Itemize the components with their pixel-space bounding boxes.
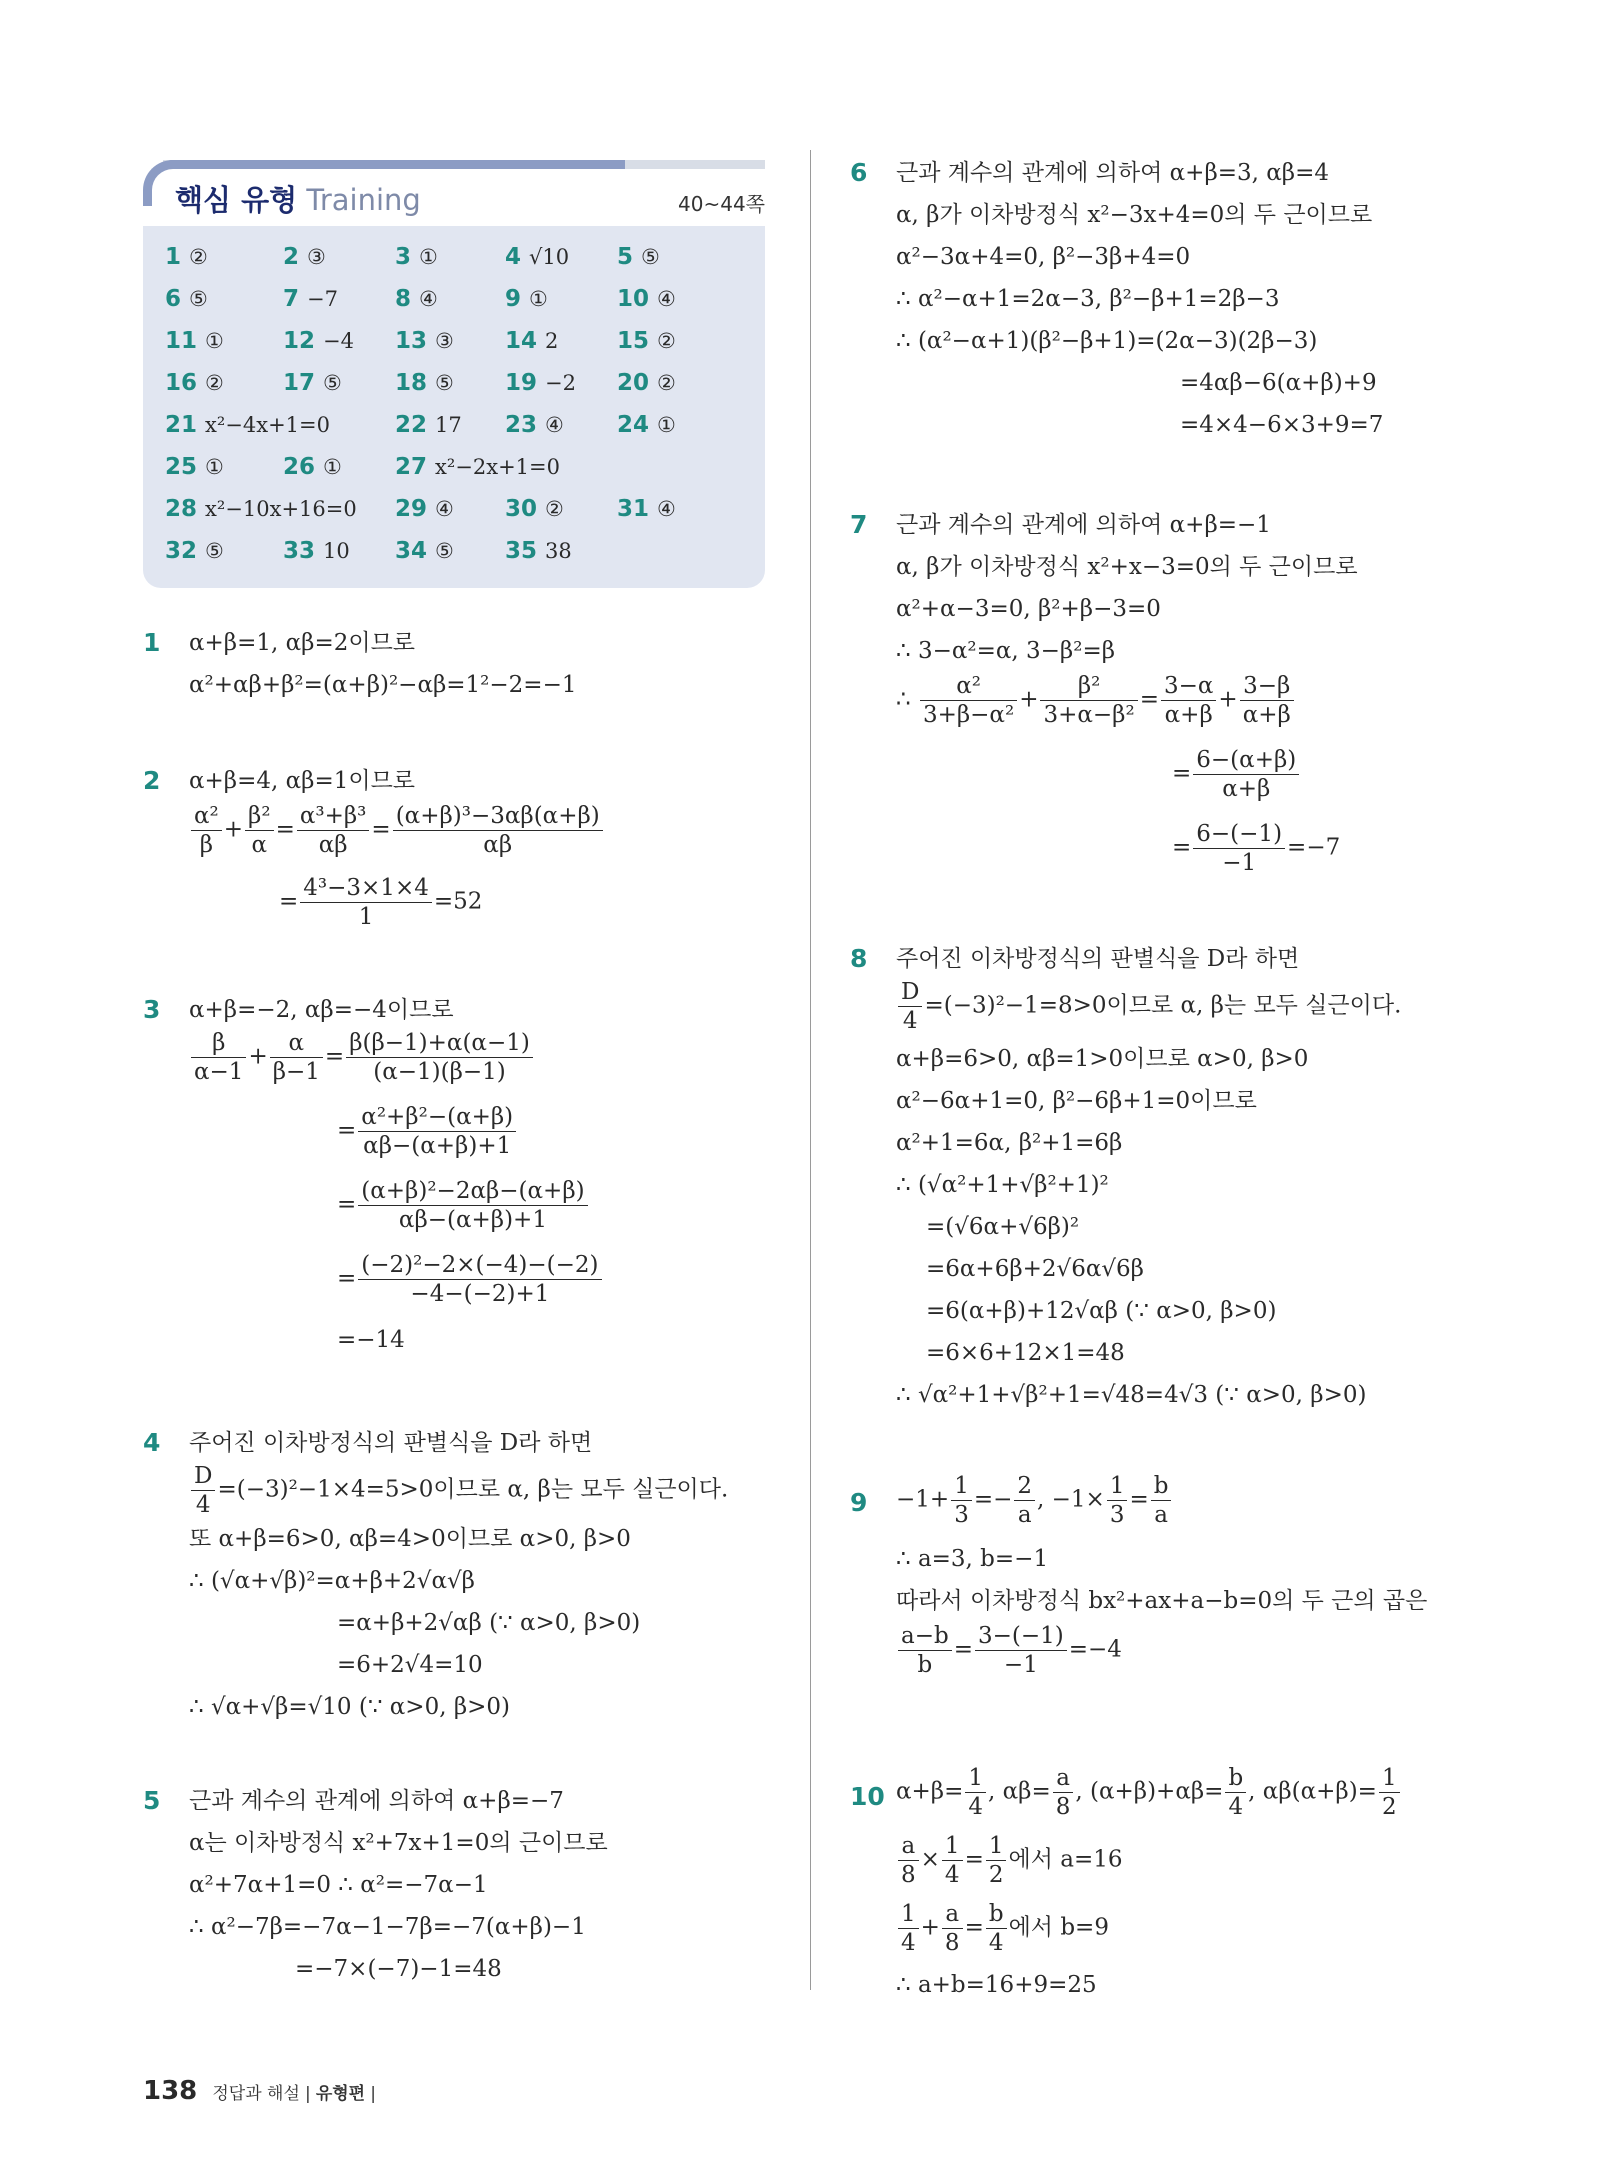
answer-key-answer: 17 xyxy=(435,413,462,437)
answer-key-number: 33 xyxy=(283,538,316,564)
solution-number: 10 xyxy=(850,1782,885,1811)
answer-key-item xyxy=(505,538,572,564)
answer-key-answer: ③ xyxy=(307,245,326,269)
footer-section: 유형편 xyxy=(315,2084,366,2104)
answer-key-item xyxy=(165,412,330,438)
answer-key-answer: ⑤ xyxy=(641,245,660,269)
fraction: $\frac{D}{4}$ xyxy=(898,978,922,1035)
key-pages: 40~44쪽 xyxy=(678,192,765,216)
solution-line: =6α+6β+2√6α√6β xyxy=(926,1256,1144,1282)
solution-line: α+β=6>0, αβ=1>0이므로 α>0, β>0 xyxy=(896,1046,1309,1072)
answer-key-answer: ⑤ xyxy=(205,539,224,563)
fraction: $\frac{2}{a}$ xyxy=(1014,1472,1035,1529)
answer-key-number: 28 xyxy=(165,496,198,522)
answer-key-item xyxy=(283,286,338,312)
answer-key-answer: ② xyxy=(545,497,564,521)
page-footer xyxy=(143,2076,376,2106)
solution-number: 1 xyxy=(143,628,161,657)
answer-key-answer: ④ xyxy=(545,413,564,437)
solution-line: =(√6α+√6β)² xyxy=(926,1214,1080,1240)
solution-line: ∴ $\frac{\text{α²}}{\text{3+β−α²}}$ + $\frac{\text{β²}}{\text{3+α−β²}}$ = $\frac{3-\alpha}{\alpha+\beta}$ + $\frac{3-\beta}{\alpha+\beta}$ xyxy=(896,672,1296,729)
answer-key-item xyxy=(395,286,438,312)
fraction: $\frac{6-(\alpha+\beta)}{\alpha+\beta}$ xyxy=(1193,746,1299,803)
answer-key-item xyxy=(283,538,350,564)
fraction: $\frac{\text{α²}}{\text{3+β−α²}}$ xyxy=(920,672,1017,729)
answer-key-number: 20 xyxy=(617,370,650,396)
answer-key-number: 11 xyxy=(165,328,198,354)
answer-key-item xyxy=(395,328,454,354)
answer-key-answer: ① xyxy=(419,245,438,269)
answer-key-answer: ④ xyxy=(657,287,676,311)
answer-key-item xyxy=(505,496,564,522)
solution-line: 주어진 이차방정식의 판별식을 D라 하면 xyxy=(189,1430,593,1456)
fraction: $\frac{1}{3}$ xyxy=(951,1472,972,1529)
answer-key-answer: x²−4x+1=0 xyxy=(205,413,330,437)
answer-key-answer: −2 xyxy=(545,371,576,395)
fraction: $\frac{\alpha}{\beta-1}$ xyxy=(270,1029,323,1086)
answer-key-number: 8 xyxy=(395,286,412,312)
fraction: $\frac{1}{3}$ xyxy=(1107,1472,1128,1529)
fraction: $\frac{\text{(α+β)³−3αβ(α+β)}}{\alpha\beta}$ xyxy=(393,802,603,859)
fraction: $\frac{\beta(\beta-1)+\alpha(\alpha-1)}{(\alpha-1)(\beta-1)}$ xyxy=(346,1029,533,1086)
solution-line: = $\frac{\text{4³−3×1×4}}{1}$ =52 xyxy=(279,875,483,930)
answer-key-item xyxy=(505,370,576,396)
answer-key-item xyxy=(165,496,357,522)
answer-key-answer: ① xyxy=(205,329,224,353)
answer-key-number: 31 xyxy=(617,496,650,522)
solution-line: 또 α+β=6>0, αβ=4>0이므로 α>0, β>0 xyxy=(189,1526,631,1552)
fraction: $\frac{\text{(−2)²−2×(−4)−(−2)}}{-4-(-2)+1}$ xyxy=(358,1251,601,1308)
answer-key-answer: ⑤ xyxy=(189,287,208,311)
fraction: $\frac{1}{4}$ xyxy=(898,1900,919,1957)
fraction: $\frac{\text{α²+β²−(α+β)}}{\alpha\beta-(\alpha+\beta)+1}$ xyxy=(358,1103,516,1160)
fraction: $\frac{\text{α²}}{\beta}$ xyxy=(191,802,222,859)
answer-key-answer: ④ xyxy=(435,497,454,521)
solution-line: α+β=4, αβ=1이므로 xyxy=(189,768,416,794)
column-divider xyxy=(810,150,811,1990)
solution-line: ∴ (√α²+1+√β²+1)² xyxy=(896,1172,1109,1198)
solution-line: $\frac{D}{4}$ =(−3)²−1×4=5>0이므로 α, β는 모두 실근이다. xyxy=(189,1462,728,1519)
fraction: $\frac{1}{4}$ xyxy=(942,1832,963,1889)
answer-key-item xyxy=(395,412,462,438)
solution-number: 3 xyxy=(143,995,161,1024)
solution-line: = $\frac{\text{(−2)²−2×(−4)−(−2)}}{-4-(-2)+1}$ xyxy=(337,1251,604,1308)
solution-number: 5 xyxy=(143,1786,161,1815)
answer-key-answer: 38 xyxy=(545,539,572,563)
answer-key-answer: −7 xyxy=(307,287,338,311)
answer-key-item xyxy=(505,412,564,438)
answer-key-number: 18 xyxy=(395,370,428,396)
answer-key-item xyxy=(283,328,354,354)
answer-key-item xyxy=(165,328,224,354)
solution-line: =4×4−6×3+9=7 xyxy=(1180,412,1384,438)
solution-line: $\frac{\beta}{\alpha-1}$ + $\frac{\alpha}{\beta-1}$ = $\frac{\beta(\beta-1)+\alpha(\alpha-1)}{(\alpha-1)(\beta-1)}$ xyxy=(189,1029,535,1086)
solution-line: α²+α−3=0, β²+β−3=0 xyxy=(896,596,1161,622)
answer-key-number: 25 xyxy=(165,454,198,480)
solution-line: $\frac{a-b}{b}$ = $\frac{3-(-1)}{-1}$ =−4 xyxy=(896,1622,1122,1679)
answer-key-answer: ① xyxy=(205,455,224,479)
answer-key-answer: ② xyxy=(205,371,224,395)
solution-line: ∴ α²−α+1=2α−3, β²−β+1=2β−3 xyxy=(896,286,1280,312)
answer-key-number: 21 xyxy=(165,412,198,438)
answer-key-number: 12 xyxy=(283,328,316,354)
solution-line: α²+1=6α, β²+1=6β xyxy=(896,1130,1123,1156)
answer-key-number: 34 xyxy=(395,538,428,564)
answer-key-item xyxy=(395,244,438,270)
answer-key-item xyxy=(165,370,224,396)
solution-number: 8 xyxy=(850,944,868,973)
solution-line: $\frac{D}{4}$ =(−3)²−1=8>0이므로 α, β는 모두 실근이다. xyxy=(896,978,1401,1035)
answer-key-item xyxy=(165,454,224,480)
fraction: $\frac{\beta}{\alpha-1}$ xyxy=(191,1029,246,1086)
answer-key-number: 10 xyxy=(617,286,650,312)
fraction: $\frac{3-\alpha}{\alpha+\beta}$ xyxy=(1161,672,1216,729)
solution-line: =6×6+12×1=48 xyxy=(926,1340,1125,1366)
fraction: $\frac{1}{2}$ xyxy=(1379,1764,1400,1821)
footer-separator: | xyxy=(370,2084,376,2104)
solution-number: 9 xyxy=(850,1488,868,1517)
answer-key-number: 15 xyxy=(617,328,650,354)
answer-key-number: 7 xyxy=(283,286,300,312)
answer-key-item xyxy=(283,454,342,480)
answer-key-number: 3 xyxy=(395,244,412,270)
solution-line: 근과 계수의 관계에 의하여 α+β=−1 xyxy=(896,512,1271,538)
answer-key-number: 13 xyxy=(395,328,428,354)
answer-key-item xyxy=(617,370,676,396)
answer-key-number: 16 xyxy=(165,370,198,396)
answer-key-answer: ⑤ xyxy=(435,539,454,563)
answer-key-number: 14 xyxy=(505,328,538,354)
solution-line: = $\frac{6-(-1)}{-1}$ =−7 xyxy=(1172,821,1341,876)
solution-line: =6(α+β)+12√αβ (∵ α>0, β>0) xyxy=(926,1298,1277,1324)
answer-key-item xyxy=(395,496,454,522)
solution-line: −1+ $\frac{1}{3}$ =− $\frac{2}{a}$ , −1× $\frac{1}{3}$ = $\frac{b}{a}$ xyxy=(896,1472,1173,1529)
solution-line: 근과 계수의 관계에 의하여 α+β=3, αβ=4 xyxy=(896,160,1330,186)
fraction: $\frac{1}{4}$ xyxy=(965,1764,986,1821)
fraction: $\frac{b}{4}$ xyxy=(1225,1764,1246,1821)
fraction: $\frac{\text{(α+β)²−2αβ−(α+β)}}{\alpha\beta-(\alpha+\beta)+1}$ xyxy=(358,1177,587,1234)
solution-line: α²−6α+1=0, β²−6β+1=0이므로 xyxy=(896,1088,1257,1114)
fraction: $\frac{\text{4³−3×1×4}}{1}$ xyxy=(300,874,432,931)
solution-number: 7 xyxy=(850,510,868,539)
answer-key-number: 32 xyxy=(165,538,198,564)
answer-key-number: 30 xyxy=(505,496,538,522)
fraction: $\frac{1}{2}$ xyxy=(986,1832,1007,1889)
answer-key-number: 26 xyxy=(283,454,316,480)
solution-line: = $\frac{6-(\alpha+\beta)}{\alpha+\beta}$ xyxy=(1172,746,1301,803)
key-grid xyxy=(143,226,765,588)
solution-line: = $\frac{\text{α²+β²−(α+β)}}{\alpha\beta-(\alpha+\beta)+1}$ xyxy=(337,1103,518,1160)
solution-number: 4 xyxy=(143,1428,161,1457)
fraction: $\frac{D}{4}$ xyxy=(191,1462,215,1519)
answer-key-item xyxy=(283,244,326,270)
solution-line: ∴ (√α+√β)²=α+β+2√α√β xyxy=(189,1568,475,1594)
key-title: 핵심 유형 Training xyxy=(175,183,421,217)
solution-line: ∴ a=3, b=−1 xyxy=(896,1546,1049,1572)
page-number: 138 xyxy=(143,2076,198,2106)
solution-line: =−14 xyxy=(337,1327,405,1353)
answer-key-item xyxy=(617,328,676,354)
footer-label: 정답과 해설 xyxy=(212,2084,300,2104)
header-bar-dark xyxy=(163,160,625,169)
solution-line: α+β=1, αβ=2이므로 xyxy=(189,630,416,656)
answer-key-answer: 10 xyxy=(323,539,350,563)
answer-key-number: 5 xyxy=(617,244,634,270)
solution-line: α는 이차방정식 x²+7x+1=0의 근이므로 xyxy=(189,1830,608,1856)
answer-key-item xyxy=(505,286,548,312)
answer-key-answer: −4 xyxy=(323,329,354,353)
answer-key-number: 22 xyxy=(395,412,428,438)
solution-number: 6 xyxy=(850,158,868,187)
solution-line: $\frac{\text{α²}}{\beta}$ + $\frac{\text{β²}}{\alpha}$ = $\frac{\text{α³+β³}}{\alpha\beta}$ = $\frac{\text{(α+β)³−3αβ(α+β)}}{\alpha\beta}$ xyxy=(189,802,605,859)
answer-key-item xyxy=(395,454,560,480)
fraction: $\frac{6-(-1)}{-1}$ xyxy=(1193,820,1285,877)
answer-key-answer: ① xyxy=(657,413,676,437)
answer-key-number: 35 xyxy=(505,538,538,564)
solution-line: =4αβ−6(α+β)+9 xyxy=(1180,370,1377,396)
answer-key-number: 4 xyxy=(505,244,522,270)
answer-key-number: 27 xyxy=(395,454,428,480)
solution-line: 주어진 이차방정식의 판별식을 D라 하면 xyxy=(896,946,1300,972)
solution-line: ∴ (α²−α+1)(β²−β+1)=(2α−3)(2β−3) xyxy=(896,328,1318,354)
answer-key-number: 9 xyxy=(505,286,522,312)
answer-key-item xyxy=(165,538,224,564)
solution-line: $\frac{a}{8}$ × $\frac{1}{4}$ = $\frac{1}{2}$ 에서 a=16 xyxy=(896,1832,1122,1889)
answer-key-answer: ① xyxy=(323,455,342,479)
fraction: $\frac{\text{α³+β³}}{\alpha\beta}$ xyxy=(297,802,370,859)
answer-key-item xyxy=(617,286,676,312)
answer-key-number: 19 xyxy=(505,370,538,396)
solution-line: 따라서 이차방정식 bx²+ax+a−b=0의 두 근의 곱은 xyxy=(896,1588,1428,1614)
answer-key-number: 23 xyxy=(505,412,538,438)
answer-key-item xyxy=(617,244,660,270)
answer-key-item xyxy=(617,412,676,438)
solution-line: ∴ √α+√β=√10 (∵ α>0, β>0) xyxy=(189,1694,511,1720)
solution-line: =6+2√4=10 xyxy=(337,1652,483,1678)
answer-key-number: 24 xyxy=(617,412,650,438)
answer-key-number: 1 xyxy=(165,244,182,270)
solution-line: =α+β+2√αβ (∵ α>0, β>0) xyxy=(337,1610,641,1636)
solution-line: $\frac{1}{4}$ + $\frac{a}{8}$ = $\frac{b}{4}$ 에서 b=9 xyxy=(896,1900,1109,1957)
answer-key-answer: ④ xyxy=(657,497,676,521)
header-curve xyxy=(143,160,179,206)
solution-number: 2 xyxy=(143,766,161,795)
fraction: $\frac{a}{8}$ xyxy=(942,1900,963,1957)
answer-key-item xyxy=(165,244,208,270)
fraction: $\frac{a}{8}$ xyxy=(1053,1764,1074,1821)
answer-key-answer: ④ xyxy=(419,287,438,311)
fraction: $\frac{\text{β²}}{\text{3+α−β²}}$ xyxy=(1040,672,1137,729)
solution-line: ∴ √α²+1+√β²+1=√48=4√3 (∵ α>0, β>0) xyxy=(896,1382,1367,1408)
answer-key-item xyxy=(505,244,569,270)
fraction: $\frac{a-b}{b}$ xyxy=(898,1622,952,1679)
answer-key-number: 2 xyxy=(283,244,300,270)
fraction: $\frac{3-(-1)}{-1}$ xyxy=(975,1622,1067,1679)
answer-key-answer: x²−2x+1=0 xyxy=(435,455,560,479)
answer-key-number: 6 xyxy=(165,286,182,312)
answer-key-answer: 2 xyxy=(545,329,559,353)
solution-line: ∴ α²−7β=−7α−1−7β=−7(α+β)−1 xyxy=(189,1914,586,1940)
solution-line: 근과 계수의 관계에 의하여 α+β=−7 xyxy=(189,1788,564,1814)
fraction: $\frac{a}{8}$ xyxy=(898,1832,919,1889)
solution-line: α²+αβ+β²=(α+β)²−αβ=1²−2=−1 xyxy=(189,672,577,698)
solution-line: α+β= $\frac{1}{4}$ , αβ= $\frac{a}{8}$ , (α+β)+αβ= $\frac{b}{4}$ , αβ(α+β)= $\frac{1}{2}$ xyxy=(896,1764,1402,1821)
answer-key-answer: ⑤ xyxy=(435,371,454,395)
solution-line: α+β=−2, αβ=−4이므로 xyxy=(189,997,454,1023)
solution-line: =−7×(−7)−1=48 xyxy=(295,1956,502,1982)
answer-key-item xyxy=(283,370,342,396)
fraction: $\frac{\text{β²}}{\alpha}$ xyxy=(245,802,274,859)
answer-key-item xyxy=(617,496,676,522)
answer-key-answer: ⑤ xyxy=(323,371,342,395)
solution-line: α²+7α+1=0 ∴ α²=−7α−1 xyxy=(189,1872,488,1898)
answer-key-answer: ② xyxy=(657,371,676,395)
answer-key-answer: x²−10x+16=0 xyxy=(205,497,357,521)
solution-line: α, β가 이차방정식 x²+x−3=0의 두 근이므로 xyxy=(896,554,1358,580)
answer-key-item xyxy=(395,538,454,564)
solution-line: ∴ a+b=16+9=25 xyxy=(896,1972,1097,1998)
fraction: $\frac{b}{4}$ xyxy=(986,1900,1007,1957)
solution-line: α²−3α+4=0, β²−3β+4=0 xyxy=(896,244,1191,270)
solution-line: = $\frac{\text{(α+β)²−2αβ−(α+β)}}{\alpha\beta-(\alpha+\beta)+1}$ xyxy=(337,1177,590,1234)
answer-key-item xyxy=(395,370,454,396)
answer-key-answer: ① xyxy=(529,287,548,311)
footer-separator: | xyxy=(304,2084,311,2104)
answer-key-answer: √10 xyxy=(529,245,570,269)
answer-key-box xyxy=(143,160,765,588)
answer-key-number: 29 xyxy=(395,496,428,522)
answer-key-answer: ② xyxy=(657,329,676,353)
solution-line: α, β가 이차방정식 x²−3x+4=0의 두 근이므로 xyxy=(896,202,1373,228)
fraction: $\frac{3-\beta}{\alpha+\beta}$ xyxy=(1240,672,1294,729)
answer-key-item xyxy=(165,286,208,312)
solution-line: ∴ 3−α²=α, 3−β²=β xyxy=(896,638,1116,664)
answer-key-answer: ② xyxy=(189,245,208,269)
answer-key-answer: ③ xyxy=(435,329,454,353)
answer-key-number: 17 xyxy=(283,370,316,396)
fraction: $\frac{b}{a}$ xyxy=(1151,1472,1172,1529)
answer-key-item xyxy=(505,328,558,354)
